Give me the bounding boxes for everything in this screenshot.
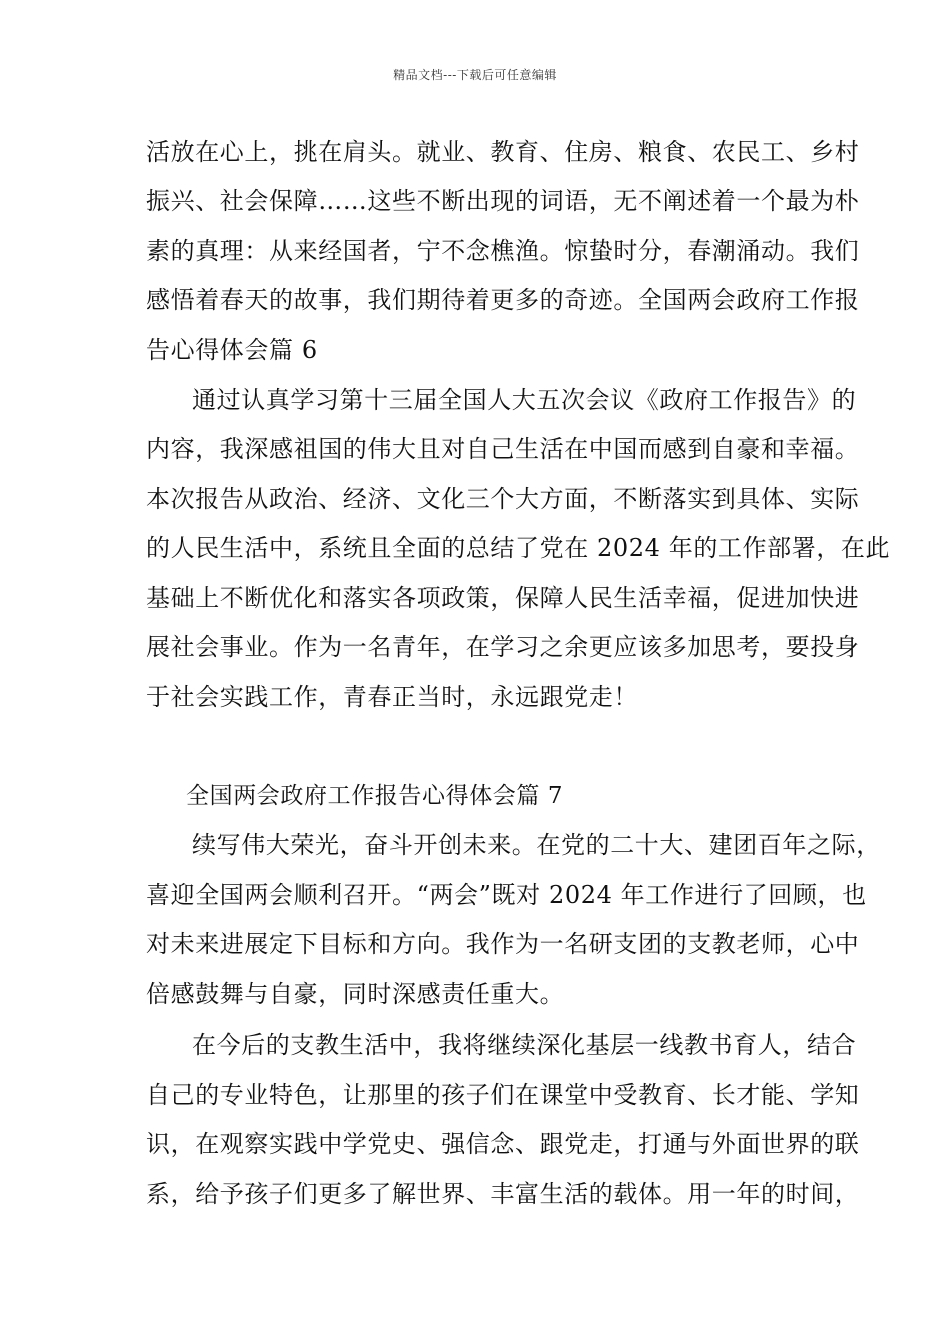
text-line: 基础上不断优化和落实各项政策，保障人民生活幸福，促进加快进 [146,584,860,612]
text-line: 活放在心上，挑在肩头。就业、教育、住房、粮食、农民工、乡村 [146,138,860,166]
text-line: 本次报告从政治、经济、文化三个大方面，不断落实到具体、实际 [146,485,860,513]
text-line: 系，给予孩子们更多了解世界、丰富生活的载体。用一年的时间， [146,1180,860,1208]
paragraph-first-line: 续写伟大荣光，奋斗开创未来。在党的二十大、建团百年之际， [192,831,881,859]
text-line: 倍感鼓舞与自豪，同时深感责任重大。 [146,980,565,1008]
page-header: 精品文档---下载后可任意编辑 [393,68,557,82]
text-line: 振兴、社会保障……这些不断出现的词语，无不阐述着一个最为朴 [146,187,860,215]
section-heading: 全国两会政府工作报告心得体会篇 7 [186,783,564,809]
paragraph-first-line: 在今后的支教生活中，我将继续深化基层一线教书育人，结合 [192,1031,857,1059]
text-line: 告心得体会篇 6 [146,336,318,364]
text-line: 对未来进展定下目标和方向。我作为一名研支团的支教老师，心中 [146,930,860,958]
text-line: 的人民生活中，系统且全面的总结了党在 2024 年的工作部署，在此 [146,534,891,562]
text-line: 识，在观察实践中学党史、强信念、跟党走，打通与外面世界的联 [146,1130,860,1158]
text-line: 展社会事业。作为一名青年，在学习之余更应该多加思考，要投身 [146,633,860,661]
text-line: 内容，我深感祖国的伟大且对自己生活在中国而感到自豪和幸福。 [146,435,860,463]
text-line: 素的真理：从来经国者，宁不念樵渔。惊蛰时分，春潮涌动。我们 [146,237,860,265]
text-line: 自己的专业特色，让那里的孩子们在课堂中受教育、长才能、学知 [146,1081,860,1109]
text-line: 感悟着春天的故事，我们期待着更多的奇迹。全国两会政府工作报 [146,286,860,314]
text-line: 喜迎全国两会顺利召开。“两会”既对 2024 年工作进行了回顾，也 [146,881,867,909]
paragraph-first-line: 通过认真学习第十三届全国人大五次会议《政府工作报告》的 [192,386,857,414]
text-line: 于社会实践工作，青春正当时，永远跟党走！ [146,683,638,711]
